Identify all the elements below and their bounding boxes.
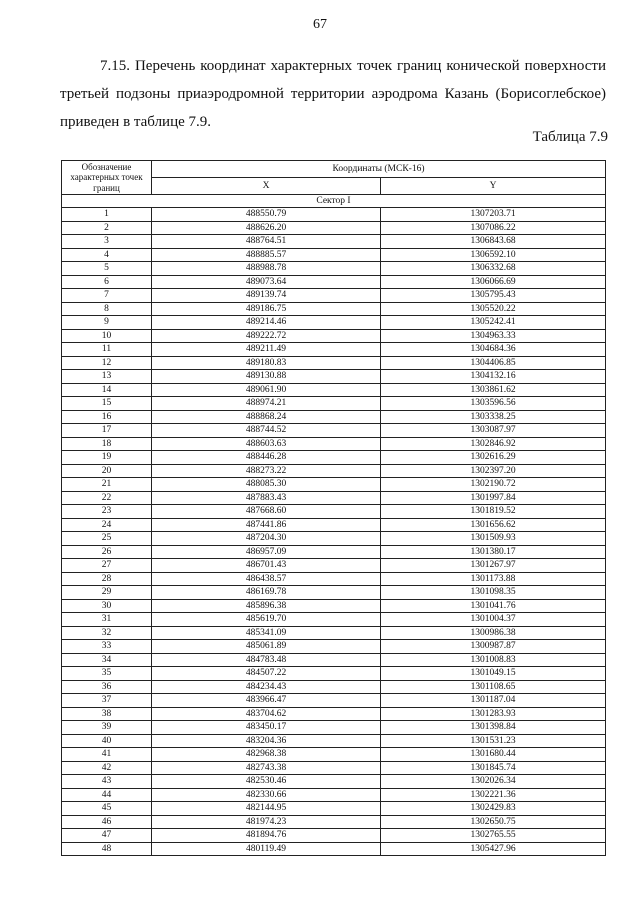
- y-coordinate-cell: 1301283.93: [381, 707, 606, 721]
- point-number-cell: 6: [62, 275, 152, 289]
- x-coordinate-cell: 480119.49: [152, 842, 381, 856]
- point-number-cell: 14: [62, 383, 152, 397]
- point-number-cell: 42: [62, 761, 152, 775]
- x-coordinate-cell: 485341.09: [152, 626, 381, 640]
- y-coordinate-cell: 1301380.17: [381, 545, 606, 559]
- page-number: 67: [313, 17, 327, 32]
- table-row: [62, 289, 606, 303]
- x-coordinate-cell: 483704.62: [152, 707, 381, 721]
- x-coordinate-cell: 488085.30: [152, 478, 381, 492]
- heading-line-2: третьей подзоны приаэродромной территории аэродрома Казань (Борисоглебское): [60, 86, 606, 102]
- y-coordinate-cell: 1302616.29: [381, 451, 606, 465]
- point-number-cell: 19: [62, 451, 152, 465]
- y-coordinate-cell: 1307203.71: [381, 208, 606, 222]
- y-coordinate-cell: 1305242.41: [381, 316, 606, 330]
- table-row: [62, 356, 606, 370]
- point-number-cell: 40: [62, 734, 152, 748]
- point-number-cell: 35: [62, 667, 152, 681]
- point-number-cell: 34: [62, 653, 152, 667]
- y-coordinate-cell: 1301004.37: [381, 613, 606, 627]
- y-coordinate-cell: 1302846.92: [381, 437, 606, 451]
- column-header-y: Y: [381, 178, 606, 195]
- x-coordinate-cell: 481974.23: [152, 815, 381, 829]
- x-coordinate-cell: 489073.64: [152, 275, 381, 289]
- table-caption: Таблица 7.9: [532, 129, 608, 145]
- x-coordinate-cell: 486169.78: [152, 586, 381, 600]
- y-coordinate-cell: 1301098.35: [381, 586, 606, 600]
- y-coordinate-cell: 1301187.04: [381, 694, 606, 708]
- point-number-cell: 39: [62, 721, 152, 735]
- y-coordinate-cell: 1301680.44: [381, 748, 606, 762]
- x-coordinate-cell: 483450.17: [152, 721, 381, 735]
- table-row: [62, 518, 606, 532]
- table-row: [62, 721, 606, 735]
- x-coordinate-cell: 482144.95: [152, 802, 381, 816]
- x-coordinate-cell: 481894.76: [152, 829, 381, 843]
- y-coordinate-cell: 1301173.88: [381, 572, 606, 586]
- x-coordinate-cell: 484234.43: [152, 680, 381, 694]
- sector-label: Сектор I: [62, 195, 606, 208]
- y-coordinate-cell: 1306066.69: [381, 275, 606, 289]
- y-coordinate-cell: 1301049.15: [381, 667, 606, 681]
- x-coordinate-cell: 485896.38: [152, 599, 381, 613]
- y-coordinate-cell: 1303861.62: [381, 383, 606, 397]
- table-row: [62, 694, 606, 708]
- point-number-cell: 10: [62, 329, 152, 343]
- table-row: [62, 761, 606, 775]
- x-coordinate-cell: 489211.49: [152, 343, 381, 357]
- y-coordinate-cell: 1301108.65: [381, 680, 606, 694]
- point-number-cell: 33: [62, 640, 152, 654]
- point-number-cell: 17: [62, 424, 152, 438]
- x-coordinate-cell: 484783.48: [152, 653, 381, 667]
- table-row: [62, 680, 606, 694]
- x-coordinate-cell: 488974.21: [152, 397, 381, 411]
- y-coordinate-cell: 1302765.55: [381, 829, 606, 843]
- x-coordinate-cell: 488550.79: [152, 208, 381, 222]
- x-coordinate-cell: 488446.28: [152, 451, 381, 465]
- x-coordinate-cell: 489222.72: [152, 329, 381, 343]
- point-number-cell: 4: [62, 248, 152, 262]
- point-number-cell: 3: [62, 235, 152, 249]
- table-row: [62, 842, 606, 856]
- point-number-cell: 26: [62, 545, 152, 559]
- x-coordinate-cell: 485061.89: [152, 640, 381, 654]
- table-row: [62, 302, 606, 316]
- x-coordinate-cell: 485619.70: [152, 613, 381, 627]
- table-row: [62, 640, 606, 654]
- table-row: [62, 208, 606, 222]
- y-coordinate-cell: 1304684.36: [381, 343, 606, 357]
- coordinates-table: [61, 160, 606, 856]
- point-number-cell: 43: [62, 775, 152, 789]
- column-header-coordinates: Координаты (МСК-16): [152, 161, 606, 178]
- point-number-cell: 44: [62, 788, 152, 802]
- y-coordinate-cell: 1301819.52: [381, 505, 606, 519]
- x-coordinate-cell: 482743.38: [152, 761, 381, 775]
- table-row: [62, 275, 606, 289]
- point-number-cell: 21: [62, 478, 152, 492]
- y-coordinate-cell: 1302221.36: [381, 788, 606, 802]
- y-coordinate-cell: 1306592.10: [381, 248, 606, 262]
- x-coordinate-cell: 484507.22: [152, 667, 381, 681]
- x-coordinate-cell: 482968.38: [152, 748, 381, 762]
- table-row: [62, 829, 606, 843]
- y-coordinate-cell: 1301656.62: [381, 518, 606, 532]
- column-header-point: Обозначение характерных точек границ: [62, 161, 152, 195]
- table-row: [62, 559, 606, 573]
- x-coordinate-cell: 488885.57: [152, 248, 381, 262]
- x-coordinate-cell: 486438.57: [152, 572, 381, 586]
- point-number-cell: 22: [62, 491, 152, 505]
- y-coordinate-cell: 1301509.93: [381, 532, 606, 546]
- column-header-x: X: [152, 178, 381, 195]
- table-row: [62, 572, 606, 586]
- point-number-cell: 7: [62, 289, 152, 303]
- table-row: [62, 248, 606, 262]
- point-number-cell: 13: [62, 370, 152, 384]
- table-row: [62, 748, 606, 762]
- table-row: [62, 707, 606, 721]
- y-coordinate-cell: 1301398.84: [381, 721, 606, 735]
- y-coordinate-cell: 1302190.72: [381, 478, 606, 492]
- y-coordinate-cell: 1303087.97: [381, 424, 606, 438]
- point-number-cell: 20: [62, 464, 152, 478]
- point-number-cell: 24: [62, 518, 152, 532]
- y-coordinate-cell: 1304406.85: [381, 356, 606, 370]
- x-coordinate-cell: 489186.75: [152, 302, 381, 316]
- table-row: [62, 815, 606, 829]
- table-row: [62, 478, 606, 492]
- y-coordinate-cell: 1304132.16: [381, 370, 606, 384]
- x-coordinate-cell: 487441.86: [152, 518, 381, 532]
- point-number-cell: 38: [62, 707, 152, 721]
- y-coordinate-cell: 1301845.74: [381, 761, 606, 775]
- x-coordinate-cell: 488273.22: [152, 464, 381, 478]
- table-row: [62, 316, 606, 330]
- x-coordinate-cell: 489180.83: [152, 356, 381, 370]
- x-coordinate-cell: 488626.20: [152, 221, 381, 235]
- point-number-cell: 32: [62, 626, 152, 640]
- y-coordinate-cell: 1306843.68: [381, 235, 606, 249]
- x-coordinate-cell: 488988.78: [152, 262, 381, 276]
- table-row: [62, 329, 606, 343]
- point-number-cell: 5: [62, 262, 152, 276]
- table-row: [62, 343, 606, 357]
- y-coordinate-cell: 1300987.87: [381, 640, 606, 654]
- table-row: [62, 437, 606, 451]
- point-number-cell: 29: [62, 586, 152, 600]
- point-number-cell: 47: [62, 829, 152, 843]
- point-number-cell: 11: [62, 343, 152, 357]
- x-coordinate-cell: 482530.46: [152, 775, 381, 789]
- table-row: [62, 424, 606, 438]
- point-number-cell: 31: [62, 613, 152, 627]
- point-number-cell: 46: [62, 815, 152, 829]
- y-coordinate-cell: 1307086.22: [381, 221, 606, 235]
- x-coordinate-cell: 489139.74: [152, 289, 381, 303]
- point-number-cell: 45: [62, 802, 152, 816]
- table-row: [62, 370, 606, 384]
- x-coordinate-cell: 483204.36: [152, 734, 381, 748]
- x-coordinate-cell: 487204.30: [152, 532, 381, 546]
- point-number-cell: 16: [62, 410, 152, 424]
- table-body: [62, 195, 606, 856]
- y-coordinate-cell: 1302026.34: [381, 775, 606, 789]
- y-coordinate-cell: 1305520.22: [381, 302, 606, 316]
- y-coordinate-cell: 1303338.25: [381, 410, 606, 424]
- x-coordinate-cell: 488764.51: [152, 235, 381, 249]
- table-row: [62, 802, 606, 816]
- table-row: [62, 734, 606, 748]
- table-row: [62, 383, 606, 397]
- y-coordinate-cell: 1305795.43: [381, 289, 606, 303]
- y-coordinate-cell: 1301531.23: [381, 734, 606, 748]
- point-number-cell: 28: [62, 572, 152, 586]
- heading-line-3: приведен в таблице 7.9.: [60, 114, 212, 130]
- x-coordinate-cell: 489214.46: [152, 316, 381, 330]
- y-coordinate-cell: 1301267.97: [381, 559, 606, 573]
- table-row: [62, 410, 606, 424]
- x-coordinate-cell: 487668.60: [152, 505, 381, 519]
- y-coordinate-cell: 1304963.33: [381, 329, 606, 343]
- point-number-cell: 48: [62, 842, 152, 856]
- x-coordinate-cell: 489130.88: [152, 370, 381, 384]
- point-number-cell: 1: [62, 208, 152, 222]
- table-row: [62, 464, 606, 478]
- table-row: [62, 262, 606, 276]
- y-coordinate-cell: 1303596.56: [381, 397, 606, 411]
- table-row: [62, 788, 606, 802]
- table-row: [62, 599, 606, 613]
- y-coordinate-cell: 1301997.84: [381, 491, 606, 505]
- table-row: [62, 613, 606, 627]
- section-heading: [60, 52, 606, 136]
- table-row: [62, 626, 606, 640]
- x-coordinate-cell: 488744.52: [152, 424, 381, 438]
- point-number-cell: 41: [62, 748, 152, 762]
- table-row: [62, 451, 606, 465]
- y-coordinate-cell: 1300986.38: [381, 626, 606, 640]
- x-coordinate-cell: 488868.24: [152, 410, 381, 424]
- point-number-cell: 8: [62, 302, 152, 316]
- x-coordinate-cell: 488603.63: [152, 437, 381, 451]
- table-row: [62, 491, 606, 505]
- point-number-cell: 25: [62, 532, 152, 546]
- y-coordinate-cell: 1306332.68: [381, 262, 606, 276]
- x-coordinate-cell: 483966.47: [152, 694, 381, 708]
- table-row: [62, 667, 606, 681]
- point-number-cell: 36: [62, 680, 152, 694]
- y-coordinate-cell: 1302397.20: [381, 464, 606, 478]
- table-row: [62, 545, 606, 559]
- table-row: [62, 221, 606, 235]
- table-row: [62, 586, 606, 600]
- y-coordinate-cell: 1301008.83: [381, 653, 606, 667]
- point-number-cell: 2: [62, 221, 152, 235]
- point-number-cell: 23: [62, 505, 152, 519]
- y-coordinate-cell: 1302650.75: [381, 815, 606, 829]
- point-number-cell: 12: [62, 356, 152, 370]
- point-number-cell: 18: [62, 437, 152, 451]
- point-number-cell: 37: [62, 694, 152, 708]
- heading-line-1: 7.15. Перечень координат характерных точек границ конической поверхности: [100, 58, 606, 74]
- point-number-cell: 9: [62, 316, 152, 330]
- point-number-cell: 15: [62, 397, 152, 411]
- x-coordinate-cell: 487883.43: [152, 491, 381, 505]
- point-number-cell: 30: [62, 599, 152, 613]
- y-coordinate-cell: 1301041.76: [381, 599, 606, 613]
- y-coordinate-cell: 1305427.96: [381, 842, 606, 856]
- x-coordinate-cell: 482330.66: [152, 788, 381, 802]
- table-row: [62, 397, 606, 411]
- table-row: [62, 775, 606, 789]
- point-number-cell: 27: [62, 559, 152, 573]
- x-coordinate-cell: 486957.09: [152, 545, 381, 559]
- table-row: [62, 653, 606, 667]
- table-row: [62, 505, 606, 519]
- x-coordinate-cell: 489061.90: [152, 383, 381, 397]
- table-row: [62, 235, 606, 249]
- x-coordinate-cell: 486701.43: [152, 559, 381, 573]
- y-coordinate-cell: 1302429.83: [381, 802, 606, 816]
- table-row: [62, 532, 606, 546]
